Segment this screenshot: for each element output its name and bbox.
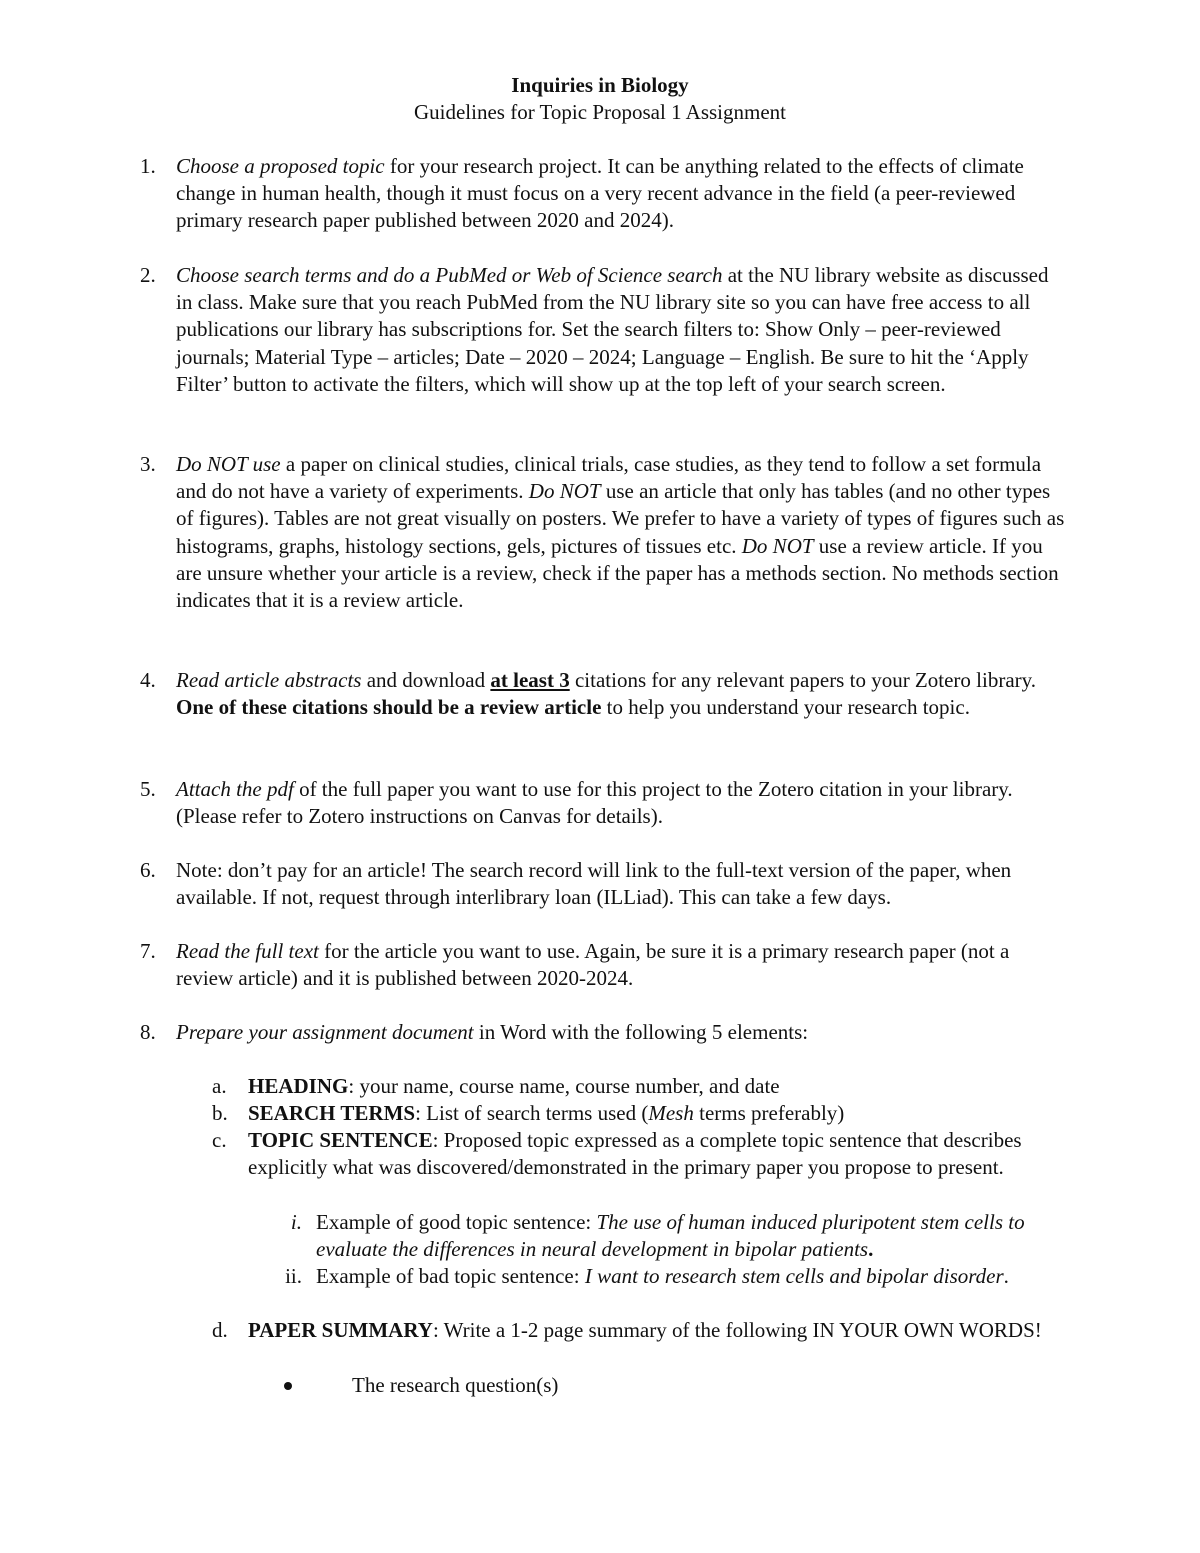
element-label: SEARCH TERMS [248,1101,416,1125]
element-text: SEARCH TERMS: List of search terms used (Mesh terms preferably) [248,1101,845,1125]
element-item-heading [212,1073,1042,1100]
list-item-text: Prepare your assignment document in Word with the following 5 elements: [176,1020,809,1044]
emphasis-text: I want to research stem cells and bipolar disorder [584,1264,1004,1288]
emphasis-text: Do NOT [741,533,814,558]
list-item-text: Choose a proposed topic for your research project. It can be anything related to the effects of climate change in human health, though it must focus on a very recent advance in the field (a peer-reviewed primary research paper published between 2020 and 2024). [176,154,1024,233]
list-letter: b. [212,1101,228,1125]
emphasis-text: Choose a proposed topic [176,154,385,178]
element-label: PAPER SUMMARY [248,1318,433,1342]
list-number: 8. [140,1020,156,1044]
element-text: TOPIC SENTENCE: Proposed topic expressed as a complete topic sentence that describes explicitly what was discovered/demonstrated in the primary paper you propose to present. [248,1128,1022,1180]
list-item-text: Read the full text for the article you want to use. Again, be sure it is a primary research paper (not a review article) and it is published between 2020-2024. [176,939,1010,991]
element-text: HEADING: your name, course name, course number, and date [248,1074,780,1098]
list-number: 2. [140,263,156,287]
emphasis-text: The use of human induced pluripotent stem cells to evaluate the differences in neural development in bipolar patients [316,1210,1025,1262]
bullet-icon [284,1382,292,1390]
list-item-6 [140,857,1070,911]
emphasis-text: Read article abstracts [176,668,362,692]
example-text: Example of good topic sentence: The use of human induced pluripotent stem cells to evaluate the differences in neural development in bipolar patients. [316,1210,1025,1262]
emphasis-text: Choose search terms and do a PubMed or Web of Science search [176,263,723,287]
element-label: HEADING [248,1074,349,1098]
document-title: Inquiries in Biology [511,73,689,97]
list-letter: d. [212,1318,228,1342]
list-item-4 [140,667,1070,721]
list-number: 3. [140,452,156,476]
list-number: 7. [140,939,156,963]
list-item-3 [140,451,1070,614]
example-text: Example of bad topic sentence: I want to research stem cells and bipolar disorder. [316,1264,1009,1288]
list-number: 6. [140,858,156,882]
emphasis-text: Attach the pdf [176,777,294,801]
bullet-text: The research question(s) [352,1373,559,1397]
list-item-8 [140,1019,1070,1046]
list-number: 5. [140,777,156,801]
list-item-5 [140,776,1070,830]
element-item-search-terms [212,1100,1042,1127]
list-item-text: Note: don’t pay for an article! The search record will link to the full-text version of the paper, when available. If not, request through interlibrary loan (ILLiad). This can take a few days. [176,858,1012,910]
element-item-paper-summary [212,1317,1042,1344]
list-number: 1. [140,154,156,178]
list-item-1 [140,153,1070,235]
emphasis-text: Read the full text [176,939,319,963]
list-roman-numeral: ii. [285,1264,302,1288]
list-letter: c. [212,1128,227,1152]
element-text: PAPER SUMMARY: Write a 1-2 page summary of the following IN YOUR OWN WORDS! [248,1318,1042,1342]
emphasis-text: Do NOT [528,479,601,504]
list-item-text: Read article abstracts and download at least 3 citations for any relevant papers to your Zotero library. One of these citations should be a review article to help you understand your research topic. [176,668,1037,720]
underlined-text: at least 3 [490,668,570,692]
emphasis-text: Prepare your assignment document [176,1020,474,1044]
list-item-text: Choose search terms and do a PubMed or Web of Science search at the NU library website as discussed in class. Make sure that you reach PubMed from the NU library site so you can have free access to all publications our library has subscriptions for. Set the search filters to: Show Only – peer-reviewed journals; Material Type – articles; Date – 2020 – 2024; Language – English. Be sure to hit the ‘Apply Filter’ button to activate the filters, which will show up at the top left of your search screen. [176,263,1049,396]
list-letter: a. [212,1074,227,1098]
list-number: 4. [140,668,156,692]
bullet-item [284,1372,984,1399]
list-roman-numeral: i. [290,1210,302,1234]
emphasis-text: Mesh [648,1101,694,1125]
list-item-text: Do NOT use a paper on clinical studies, clinical trials, case studies, as they tend to follow a set formula and do not have a variety of experiments. Do NOT use an article that only has tables (and no other types of figures). Tables are not great visually on posters. We prefer to have a variety of types of figures such as histograms, graphs, histology sections, gels, pictures of tissues etc. Do NOT use a review article. If you are unsure whether your article is a review, check if the paper has a methods section. No methods section indicates that it is a review article. [176,452,1065,613]
emphasis-text: Do NOT use [176,452,281,476]
element-label: TOPIC SENTENCE [248,1128,433,1152]
list-item-7 [140,938,1070,992]
bold-text: One of these citations should be a review article [176,695,602,720]
example-bad-topic-sentence [280,1263,1050,1290]
list-item-2 [140,262,1070,398]
document-subtitle: Guidelines for Topic Proposal 1 Assignment [413,100,787,124]
list-item-text: Attach the pdf of the full paper you want to use for this project to the Zotero citation in your library. (Please refer to Zotero instructions on Canvas for details). [176,777,1013,829]
element-item-topic-sentence [212,1127,1042,1181]
example-good-topic-sentence [280,1209,1050,1263]
